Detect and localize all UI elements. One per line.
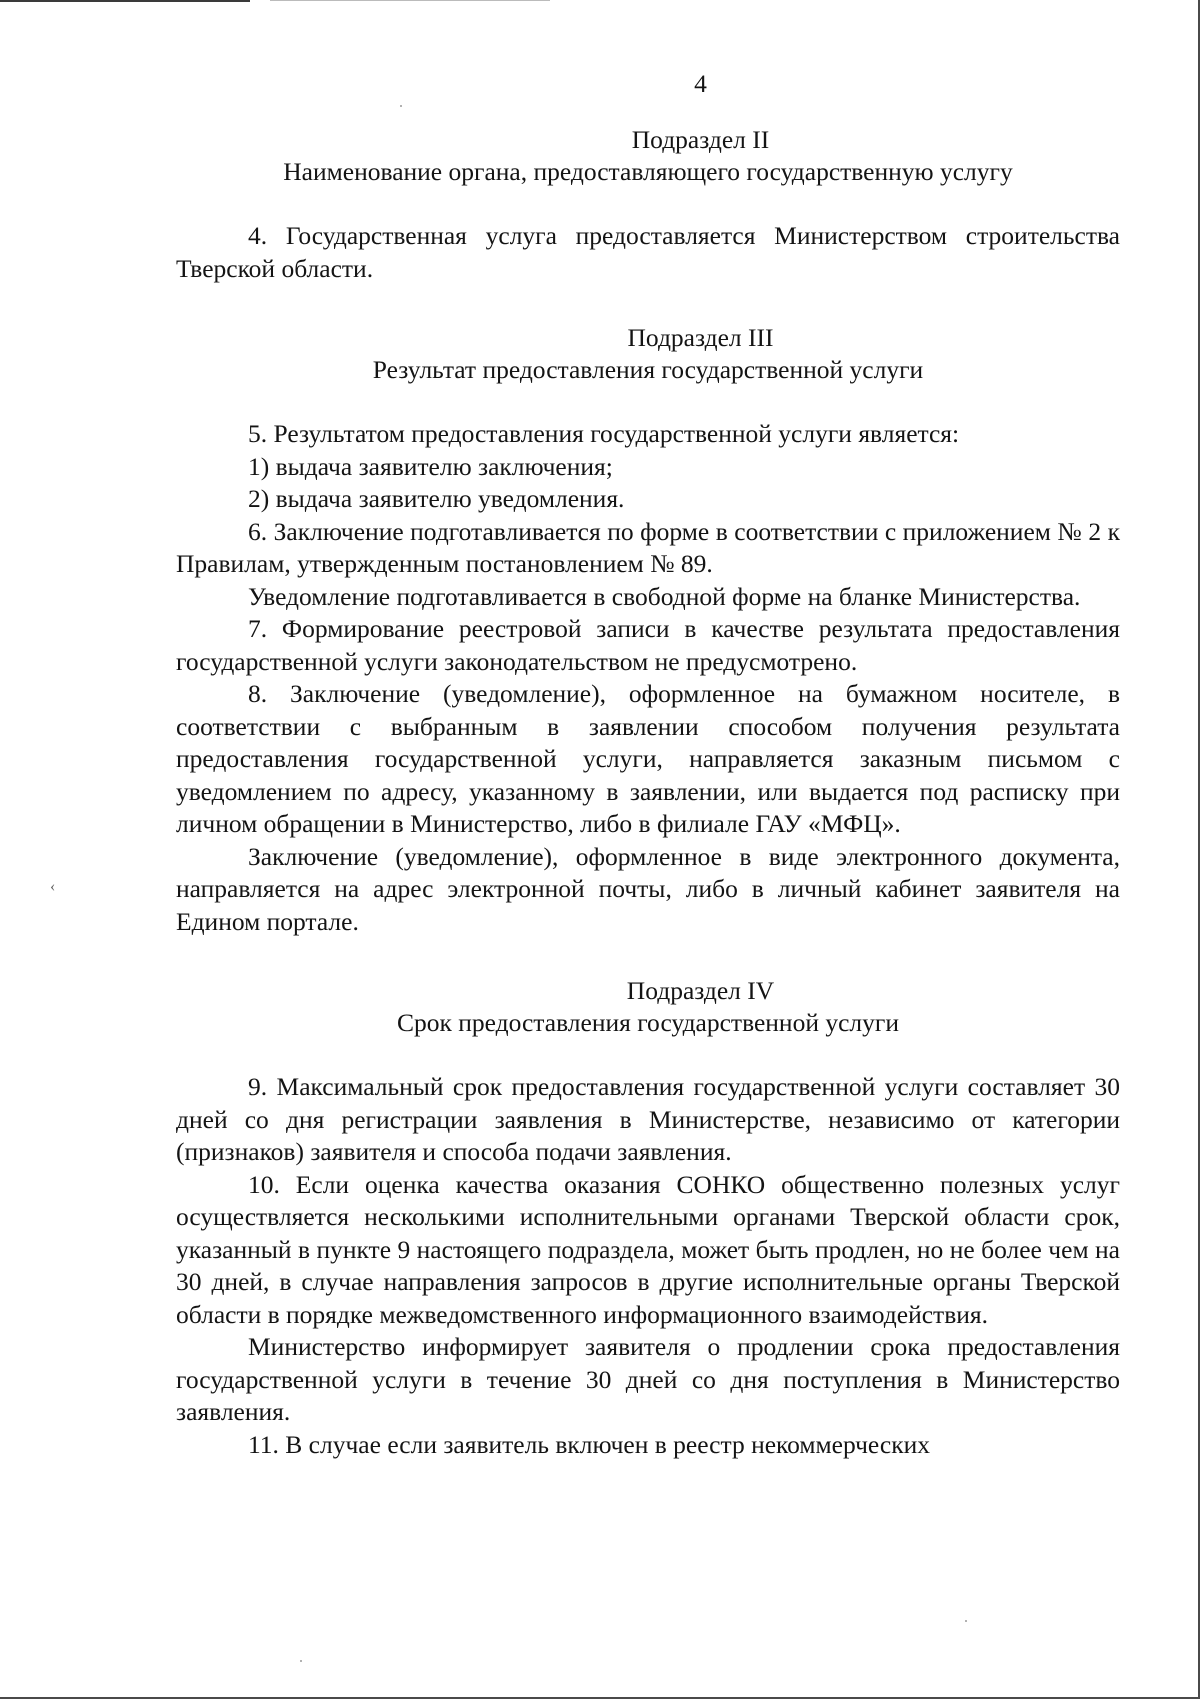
section-subheading: Результат предоставления государственной услуги bbox=[372, 355, 924, 384]
page-content bbox=[176, 68, 1120, 1498]
section-3 bbox=[176, 322, 1120, 938]
section-4 bbox=[176, 975, 1120, 1461]
paragraph: Министерство информирует заявителя о продлении срока предоставления государственной услуги в течение 30 дней со дня поступления в Министерство заявления. bbox=[176, 1332, 1120, 1426]
section-2 bbox=[176, 124, 1120, 285]
paragraph: 9. Максимальный срок предоставления государственной услуги составляет 30 дней со дня регистрации заявления в Министерстве, независимо от категории (признаков) заявителя и способа подачи заявления. bbox=[176, 1072, 1120, 1166]
scan-speck bbox=[300, 1660, 302, 1662]
paragraph: Заключение (уведомление), оформленное в виде электронного документа, направляется на адрес электронной почты, либо в личный кабинет заявителя на Едином портале. bbox=[176, 841, 1120, 936]
page-number: 4 bbox=[694, 69, 707, 98]
section-subheading: Срок предоставления государственной услуги bbox=[396, 1008, 899, 1037]
section-subheading: Наименование органа, предоставляющего государственную услугу bbox=[283, 157, 1013, 186]
section-heading: Подраздел III bbox=[627, 323, 774, 352]
scan-top-rule bbox=[0, 0, 250, 2]
scan-margin-mark: ‹ bbox=[50, 878, 56, 895]
scan-speck bbox=[965, 1620, 967, 1622]
paragraph: 11. В случае если заявитель включен в реестр некоммерческих bbox=[248, 1429, 930, 1459]
paragraph: 8. Заключение (уведомление), оформленное на бумажном носителе, в соответствии с выбранным в заявлении способом получения результата предоставления государственной услуги, направляется заказным письмом с уведомлением по адресу, указанному в заявлении, или выдается под расписку при личном обращении в Министерство, либо в филиале ГАУ «МФЦ». bbox=[176, 679, 1120, 838]
paragraph: 4. Государственная услуга предоставляется Министерством строительства Тверской области. bbox=[176, 221, 1120, 283]
scan-top-rule-faint bbox=[270, 0, 550, 1]
paragraph: 5. Результатом предоставления государственной услуги является: bbox=[248, 419, 960, 448]
section-heading: Подраздел IV bbox=[626, 976, 775, 1005]
paragraph: 6. Заключение подготавливается по форме в соответствии с приложением № 2 к Правилам, утвержденным постановлением № 89. bbox=[176, 516, 1120, 578]
paragraph: 2) выдача заявителю уведомления. bbox=[248, 484, 625, 513]
paragraph: 7. Формирование реестровой записи в качестве результата предоставления государственной услуги законодательством не предусмотрено. bbox=[176, 614, 1120, 676]
paragraph: Уведомление подготавливается в свободной форме на бланке Министерства. bbox=[248, 581, 1081, 611]
paragraph: 1) выдача заявителю заключения; bbox=[248, 451, 613, 481]
paragraph: 10. Если оценка качества оказания СОНКО общественно полезных услуг осуществляется несколькими исполнительными органами Тверской области срок, указанный в пункте 9 настоящего подраздела, может быть продлен, но не более чем на 30 дней, в случае направления запросов в другие исполнительные органы Тверской области в порядке межведомственного информационного взаимодействия. bbox=[176, 1169, 1120, 1329]
section-heading: Подраздел II bbox=[631, 125, 770, 154]
